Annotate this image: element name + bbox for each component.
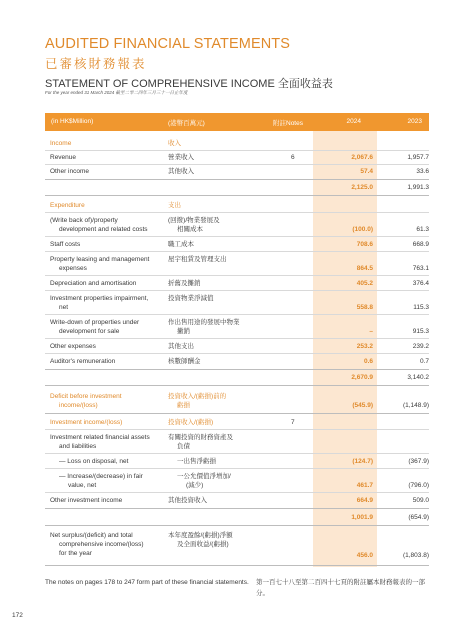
depreciation-2023: 376.4 <box>412 280 429 287</box>
other-investment-2024: 664.9 <box>356 497 373 504</box>
writeback-label-zh: (回撥)/物業發展及 相關成本 <box>168 217 220 233</box>
income-heading-zh: 收入 <box>168 140 181 147</box>
header-2023: 2023 <box>407 118 422 125</box>
loss-disposal-2023: (367.9) <box>408 458 429 465</box>
other-expenses-label: Other expenses <box>50 343 96 350</box>
net-surplus-2023: (1,803.8) <box>402 552 429 559</box>
writedown-label: Write-down of properties under development for sale <box>50 319 140 335</box>
staff-label: Staff costs <box>50 241 81 248</box>
fair-value-2024: 461.7 <box>356 482 373 489</box>
revenue-2024: 2,067.6 <box>351 154 373 161</box>
leasing-2023: 763.1 <box>412 265 429 272</box>
writeback-2023: 61.3 <box>416 226 429 233</box>
deficit-label: Deficit before investment income/(loss) <box>50 393 122 409</box>
other-income-label: Other income <box>50 168 90 175</box>
depreciation-label: Depreciation and amortisation <box>50 280 137 287</box>
footnote-zh: 第一百七十八至第二百四十七頁的附註屬本財務報表的一部分。 <box>256 579 425 597</box>
fair-value-2023: (796.0) <box>408 482 429 489</box>
writeback-2024: (100.0) <box>352 226 373 233</box>
statement-title: STATEMENT OF COMPREHENSIVE INCOME 全面收益表 <box>45 78 333 90</box>
net-surplus-label: Net surplus/(deficit) and total comprehensive income/(loss) for the year <box>50 532 144 557</box>
title-zh: 已審核財務報表 <box>45 57 147 71</box>
auditor-label: Auditor's remuneration <box>50 358 116 365</box>
writedown-label-zh: 作出售用途的發展中物業 撇銷 <box>168 319 240 335</box>
income-total-2024: 2,125.0 <box>351 184 373 191</box>
staff-2024: 708.6 <box>356 241 373 248</box>
investment-related-label: Investment related financial assets and liabilities <box>50 434 150 450</box>
loss-disposal-label: — Loss on disposal, net <box>59 458 129 465</box>
page-number: 172 <box>12 612 23 619</box>
revenue-note: 6 <box>291 154 295 161</box>
deficit-2023: (1,148.9) <box>402 402 429 409</box>
header-item: (in HK$Million) <box>51 118 94 125</box>
investment-total-2023: (654.9) <box>408 514 429 521</box>
title-en: AUDITED FINANCIAL STATEMENTS <box>45 36 291 52</box>
impairment-label-zh: 投資物業淨減值 <box>168 295 214 302</box>
other-income-2023: 33.6 <box>416 168 429 175</box>
revenue-label: Revenue <box>50 154 77 161</box>
depreciation-2024: 405.2 <box>356 280 373 287</box>
other-expenses-2023: 239.2 <box>412 343 429 350</box>
expenditure-heading-zh: 支出 <box>168 202 181 209</box>
fair-value-label-zh: 一公允價值淨增加/ (減少) <box>177 473 231 489</box>
loss-disposal-2024: (124.7) <box>352 458 373 465</box>
writedown-2023: 915.3 <box>412 328 429 335</box>
other-income-label-zh: 其他收入 <box>168 168 194 175</box>
table-header <box>45 113 429 131</box>
income-total-2023: 1,991.3 <box>407 184 429 191</box>
other-income-2024: 57.4 <box>360 168 373 175</box>
impairment-label: Investment properties impairment, net <box>50 295 149 311</box>
deficit-2024: (545.9) <box>352 402 373 409</box>
header-2024: 2024 <box>346 118 361 125</box>
writeback-label: (Write back of)/property development and related costs <box>50 217 148 233</box>
investment-total-2024: 1,001.9 <box>351 514 373 521</box>
fair-value-label: — Increase/(decrease) in fair value, net <box>59 473 143 489</box>
auditor-2024: 0.6 <box>363 358 373 365</box>
impairment-2024: 558.8 <box>356 304 373 311</box>
depreciation-label-zh: 折舊及攤銷 <box>168 280 201 287</box>
other-investment-2023: 509.0 <box>412 497 429 504</box>
investment-note: 7 <box>291 419 295 426</box>
expenditure-total-2023: 3,140.2 <box>407 374 429 381</box>
writedown-2024: – <box>369 328 373 335</box>
footnote-en: The notes on pages 178 to 247 form part of these financial statements. <box>45 579 249 586</box>
header-item-zh: (港幣百萬元) <box>168 120 205 127</box>
net-surplus-2024: 456.0 <box>356 552 373 559</box>
header-notes: 附註Notes <box>273 120 303 127</box>
auditor-2023: 0.7 <box>419 358 429 365</box>
staff-label-zh: 職工成本 <box>168 241 194 248</box>
other-investment-label-zh: 其他投資收入 <box>168 497 207 504</box>
investment-related-label-zh: 有關投資的財務資產及 負債 <box>168 434 233 450</box>
leasing-label-zh: 屋宇租賃及管理支出 <box>168 256 227 263</box>
leasing-label: Property leasing and management expenses <box>50 256 150 272</box>
other-expenses-label-zh: 其他支出 <box>168 343 194 350</box>
other-investment-label: Other investment income <box>50 497 123 504</box>
staff-2023: 668.9 <box>412 241 429 248</box>
loss-disposal-label-zh: 一出售淨虧損 <box>177 458 216 465</box>
revenue-2023: 1,957.7 <box>407 154 429 161</box>
other-expenses-2024: 253.2 <box>356 343 373 350</box>
income-heading-en: Income <box>50 140 72 147</box>
investment-heading-zh: 投資收入/(虧損) <box>168 419 214 426</box>
leasing-2024: 864.5 <box>356 265 373 272</box>
revenue-label-zh: 營業收入 <box>168 154 194 161</box>
expenditure-heading-en: Expenditure <box>50 202 85 209</box>
net-surplus-label-zh: 本年度盈餘/(虧損)淨額 及全面收益/(虧損) <box>168 532 233 548</box>
auditor-label-zh: 核數師酬金 <box>168 358 201 365</box>
period-text: For the year ended 31 March 2024 截至二零二四年三月三十一日止年度 <box>45 90 188 95</box>
expenditure-total-2024: 2,670.9 <box>351 374 373 381</box>
deficit-label-zh: 投資收入/(虧損)前的 虧損 <box>168 393 227 409</box>
impairment-2023: 115.3 <box>413 304 429 311</box>
investment-heading-en: Investment income/(loss) <box>50 419 123 426</box>
